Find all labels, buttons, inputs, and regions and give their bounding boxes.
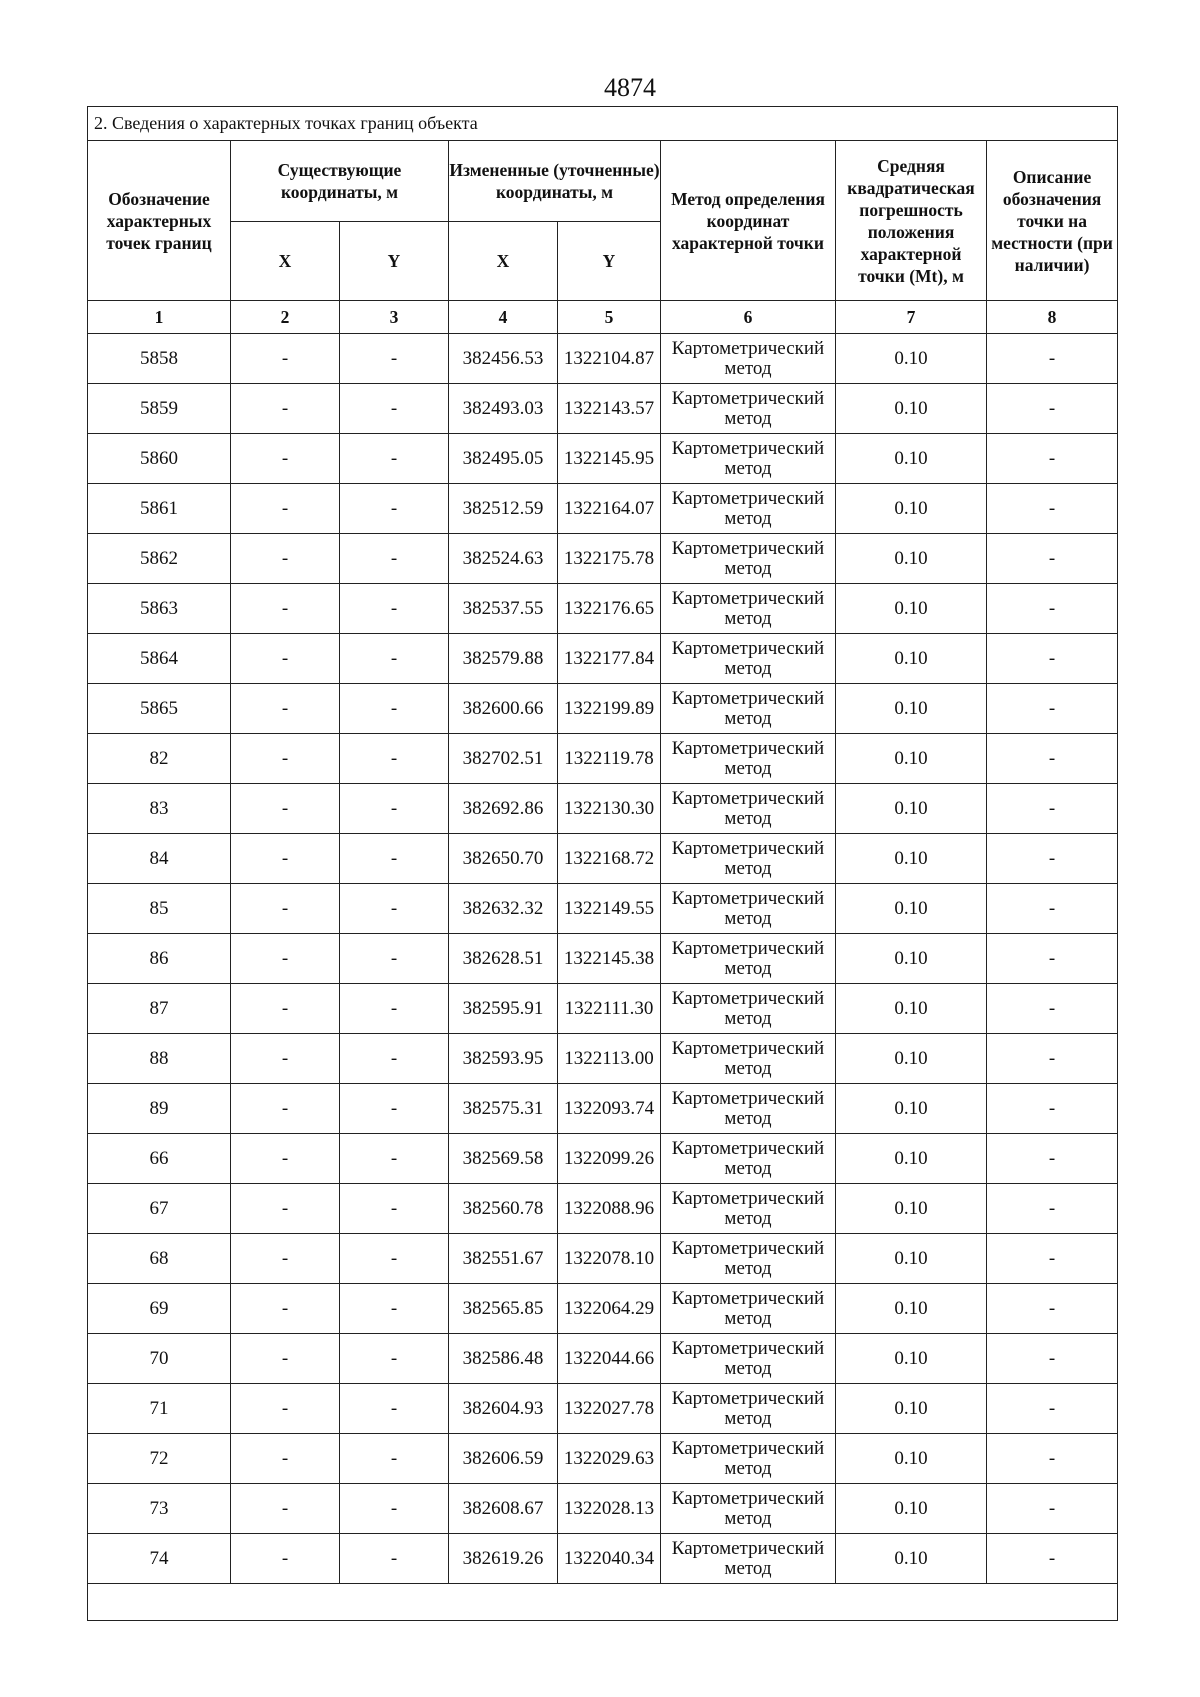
table-row (88, 534, 1118, 584)
mt-cell: 0.10 (836, 684, 987, 734)
description-cell: - (987, 934, 1118, 984)
method-cell: Картометрический метод (661, 1234, 836, 1284)
changed-x-cell: 382551.67 (449, 1234, 558, 1284)
description-cell: - (987, 884, 1118, 934)
mt-cell: 0.10 (836, 1484, 987, 1534)
mt-cell: 0.10 (836, 434, 987, 484)
description-cell: - (987, 1234, 1118, 1284)
existing-y-cell: - (340, 434, 449, 484)
changed-y-cell: 1322088.96 (558, 1184, 661, 1234)
changed-x-cell: 382495.05 (449, 434, 558, 484)
method-cell: Картометрический метод (661, 934, 836, 984)
table-row (88, 1334, 1118, 1384)
point-cell: 70 (88, 1334, 231, 1384)
changed-x-cell: 382593.95 (449, 1034, 558, 1084)
method-cell: Картометрический метод (661, 1284, 836, 1334)
point-cell: 86 (88, 934, 231, 984)
existing-y-cell: - (340, 734, 449, 784)
description-cell: - (987, 1484, 1118, 1534)
existing-y-cell: - (340, 1334, 449, 1384)
mt-cell: 0.10 (836, 734, 987, 784)
changed-y-cell: 1322164.07 (558, 484, 661, 534)
changed-x-cell: 382493.03 (449, 384, 558, 434)
column-number: 8 (987, 301, 1118, 334)
description-cell: - (987, 584, 1118, 634)
changed-x-cell: 382650.70 (449, 834, 558, 884)
existing-x-cell: - (231, 484, 340, 534)
point-cell: 5865 (88, 684, 231, 734)
existing-x-cell: - (231, 784, 340, 834)
changed-y-cell: 1322177.84 (558, 634, 661, 684)
table-row (88, 934, 1118, 984)
changed-x-cell: 382619.26 (449, 1534, 558, 1584)
existing-y-cell: - (340, 784, 449, 834)
point-cell: 84 (88, 834, 231, 884)
existing-y-cell: - (340, 634, 449, 684)
point-cell: 5864 (88, 634, 231, 684)
header-point-designation: Обозначение характерных точек границ (88, 141, 231, 301)
existing-x-cell: - (231, 834, 340, 884)
table-row (88, 584, 1118, 634)
point-cell: 5861 (88, 484, 231, 534)
point-cell: 73 (88, 1484, 231, 1534)
changed-x-cell: 382632.32 (449, 884, 558, 934)
boundary-points-table (87, 106, 1118, 1621)
table-row (88, 984, 1118, 1034)
changed-x-cell: 382628.51 (449, 934, 558, 984)
mt-cell: 0.10 (836, 634, 987, 684)
description-cell: - (987, 484, 1118, 534)
point-cell: 5858 (88, 334, 231, 384)
point-cell: 68 (88, 1234, 231, 1284)
description-cell: - (987, 1284, 1118, 1334)
header-changed-y: Y (558, 222, 661, 301)
mt-cell: 0.10 (836, 584, 987, 634)
table-row (88, 1384, 1118, 1434)
mt-cell: 0.10 (836, 834, 987, 884)
existing-x-cell: - (231, 534, 340, 584)
existing-x-cell: - (231, 1434, 340, 1484)
changed-y-cell: 1322176.65 (558, 584, 661, 634)
method-cell: Картометрический метод (661, 384, 836, 434)
point-cell: 67 (88, 1184, 231, 1234)
method-cell: Картометрический метод (661, 984, 836, 1034)
existing-y-cell: - (340, 1084, 449, 1134)
mt-cell: 0.10 (836, 1134, 987, 1184)
point-cell: 83 (88, 784, 231, 834)
existing-y-cell: - (340, 1434, 449, 1484)
table-row (88, 484, 1118, 534)
column-number: 1 (88, 301, 231, 334)
mt-cell: 0.10 (836, 1334, 987, 1384)
changed-x-cell: 382456.53 (449, 334, 558, 384)
header-method: Метод определения координат характерной точки (661, 141, 836, 301)
point-cell: 88 (88, 1034, 231, 1084)
mt-cell: 0.10 (836, 1234, 987, 1284)
method-cell: Картометрический метод (661, 584, 836, 634)
method-cell: Картометрический метод (661, 634, 836, 684)
point-cell: 66 (88, 1134, 231, 1184)
existing-x-cell: - (231, 334, 340, 384)
section-title: 2. Сведения о характерных точках границ объекта (88, 107, 1118, 141)
changed-y-cell: 1322168.72 (558, 834, 661, 884)
changed-x-cell: 382565.85 (449, 1284, 558, 1334)
changed-y-cell: 1322029.63 (558, 1434, 661, 1484)
table-row (88, 1534, 1118, 1584)
point-cell: 71 (88, 1384, 231, 1434)
mt-cell: 0.10 (836, 984, 987, 1034)
existing-x-cell: - (231, 634, 340, 684)
existing-y-cell: - (340, 1484, 449, 1534)
changed-y-cell: 1322104.87 (558, 334, 661, 384)
table-row (88, 1134, 1118, 1184)
existing-y-cell: - (340, 1034, 449, 1084)
mt-cell: 0.10 (836, 934, 987, 984)
description-cell: - (987, 734, 1118, 784)
point-cell: 5859 (88, 384, 231, 434)
changed-x-cell: 382600.66 (449, 684, 558, 734)
header-existing-y: Y (340, 222, 449, 301)
mt-cell: 0.10 (836, 1534, 987, 1584)
empty-footer-cell (88, 1584, 1118, 1621)
description-cell: - (987, 1434, 1118, 1484)
changed-y-cell: 1322143.57 (558, 384, 661, 434)
method-cell: Картометрический метод (661, 1434, 836, 1484)
changed-y-cell: 1322078.10 (558, 1234, 661, 1284)
changed-y-cell: 1322119.78 (558, 734, 661, 784)
existing-x-cell: - (231, 1284, 340, 1334)
changed-y-cell: 1322028.13 (558, 1484, 661, 1534)
changed-x-cell: 382569.58 (449, 1134, 558, 1184)
point-cell: 72 (88, 1434, 231, 1484)
mt-cell: 0.10 (836, 334, 987, 384)
mt-cell: 0.10 (836, 1284, 987, 1334)
existing-x-cell: - (231, 1134, 340, 1184)
column-number: 7 (836, 301, 987, 334)
header-existing-coordinates: Существующие координаты, м (231, 141, 449, 222)
changed-y-cell: 1322111.30 (558, 984, 661, 1034)
table-row (88, 684, 1118, 734)
existing-x-cell: - (231, 1034, 340, 1084)
method-cell: Картометрический метод (661, 834, 836, 884)
changed-x-cell: 382608.67 (449, 1484, 558, 1534)
mt-cell: 0.10 (836, 1434, 987, 1484)
changed-x-cell: 382702.51 (449, 734, 558, 784)
column-number: 3 (340, 301, 449, 334)
mt-cell: 0.10 (836, 1184, 987, 1234)
changed-y-cell: 1322145.38 (558, 934, 661, 984)
header-description: Описание обозначения точки на местности (при наличии) (987, 141, 1118, 301)
table-row (88, 1284, 1118, 1334)
method-cell: Картометрический метод (661, 334, 836, 384)
existing-x-cell: - (231, 1484, 340, 1534)
changed-x-cell: 382560.78 (449, 1184, 558, 1234)
method-cell: Картометрический метод (661, 1484, 836, 1534)
description-cell: - (987, 334, 1118, 384)
existing-y-cell: - (340, 534, 449, 584)
changed-x-cell: 382537.55 (449, 584, 558, 634)
existing-x-cell: - (231, 1534, 340, 1584)
changed-x-cell: 382579.88 (449, 634, 558, 684)
method-cell: Картометрический метод (661, 1184, 836, 1234)
header-changed-x: X (449, 222, 558, 301)
changed-y-cell: 1322027.78 (558, 1384, 661, 1434)
mt-cell: 0.10 (836, 1084, 987, 1134)
existing-y-cell: - (340, 1284, 449, 1334)
method-cell: Картометрический метод (661, 884, 836, 934)
table-row (88, 1034, 1118, 1084)
table-row (88, 334, 1118, 384)
existing-y-cell: - (340, 1234, 449, 1284)
method-cell: Картометрический метод (661, 784, 836, 834)
column-number: 2 (231, 301, 340, 334)
table-row (88, 1434, 1118, 1484)
description-cell: - (987, 1334, 1118, 1384)
point-cell: 82 (88, 734, 231, 784)
changed-y-cell: 1322199.89 (558, 684, 661, 734)
existing-y-cell: - (340, 484, 449, 534)
point-cell: 5863 (88, 584, 231, 634)
method-cell: Картометрический метод (661, 1534, 836, 1584)
method-cell: Картометрический метод (661, 684, 836, 734)
table-row (88, 784, 1118, 834)
description-cell: - (987, 1084, 1118, 1134)
existing-y-cell: - (340, 1384, 449, 1434)
table-body (88, 334, 1118, 1584)
header-existing-x: X (231, 222, 340, 301)
changed-y-cell: 1322130.30 (558, 784, 661, 834)
mt-cell: 0.10 (836, 1384, 987, 1434)
header-changed-coordinates: Измененные (уточненные) координаты, м (449, 141, 661, 222)
mt-cell: 0.10 (836, 534, 987, 584)
existing-x-cell: - (231, 1184, 340, 1234)
changed-y-cell: 1322093.74 (558, 1084, 661, 1134)
existing-y-cell: - (340, 1534, 449, 1584)
existing-y-cell: - (340, 834, 449, 884)
existing-y-cell: - (340, 584, 449, 634)
point-cell: 89 (88, 1084, 231, 1134)
changed-x-cell: 382586.48 (449, 1334, 558, 1384)
mt-cell: 0.10 (836, 384, 987, 434)
existing-x-cell: - (231, 1234, 340, 1284)
existing-x-cell: - (231, 1084, 340, 1134)
description-cell: - (987, 534, 1118, 584)
method-cell: Картометрический метод (661, 434, 836, 484)
existing-y-cell: - (340, 684, 449, 734)
method-cell: Картометрический метод (661, 1384, 836, 1434)
method-cell: Картометрический метод (661, 1034, 836, 1084)
changed-y-cell: 1322175.78 (558, 534, 661, 584)
changed-y-cell: 1322064.29 (558, 1284, 661, 1334)
point-cell: 69 (88, 1284, 231, 1334)
method-cell: Картометрический метод (661, 1134, 836, 1184)
header-mean-square-error: Средняя квадратическая погрешность положения характерной точки (Mt), м (836, 141, 987, 301)
method-cell: Картометрический метод (661, 484, 836, 534)
existing-x-cell: - (231, 984, 340, 1034)
changed-x-cell: 382604.93 (449, 1384, 558, 1434)
description-cell: - (987, 834, 1118, 884)
description-cell: - (987, 384, 1118, 434)
existing-y-cell: - (340, 334, 449, 384)
mt-cell: 0.10 (836, 484, 987, 534)
description-cell: - (987, 1134, 1118, 1184)
description-cell: - (987, 984, 1118, 1034)
existing-y-cell: - (340, 1184, 449, 1234)
changed-y-cell: 1322044.66 (558, 1334, 661, 1384)
changed-x-cell: 382524.63 (449, 534, 558, 584)
description-cell: - (987, 434, 1118, 484)
description-cell: - (987, 634, 1118, 684)
description-cell: - (987, 784, 1118, 834)
point-cell: 5862 (88, 534, 231, 584)
changed-x-cell: 382606.59 (449, 1434, 558, 1484)
existing-y-cell: - (340, 1134, 449, 1184)
existing-y-cell: - (340, 384, 449, 434)
point-cell: 87 (88, 984, 231, 1034)
changed-x-cell: 382575.31 (449, 1084, 558, 1134)
table-footer-row (88, 1584, 1118, 1621)
point-cell: 74 (88, 1534, 231, 1584)
point-cell: 85 (88, 884, 231, 934)
mt-cell: 0.10 (836, 784, 987, 834)
description-cell: - (987, 1034, 1118, 1084)
existing-x-cell: - (231, 734, 340, 784)
changed-x-cell: 382692.86 (449, 784, 558, 834)
table-row (88, 1484, 1118, 1534)
changed-x-cell: 382512.59 (449, 484, 558, 534)
table-row (88, 634, 1118, 684)
mt-cell: 0.10 (836, 1034, 987, 1084)
changed-x-cell: 382595.91 (449, 984, 558, 1034)
description-cell: - (987, 1184, 1118, 1234)
point-cell: 5860 (88, 434, 231, 484)
changed-y-cell: 1322113.00 (558, 1034, 661, 1084)
column-number: 4 (449, 301, 558, 334)
method-cell: Картометрический метод (661, 1334, 836, 1384)
existing-y-cell: - (340, 884, 449, 934)
existing-x-cell: - (231, 384, 340, 434)
existing-x-cell: - (231, 584, 340, 634)
table-row (88, 384, 1118, 434)
existing-y-cell: - (340, 934, 449, 984)
method-cell: Картометрический метод (661, 1084, 836, 1134)
method-cell: Картометрический метод (661, 534, 836, 584)
page-number: 4874 (604, 73, 656, 102)
changed-y-cell: 1322145.95 (558, 434, 661, 484)
method-cell: Картометрический метод (661, 734, 836, 784)
table-row (88, 1234, 1118, 1284)
existing-x-cell: - (231, 684, 340, 734)
existing-x-cell: - (231, 934, 340, 984)
column-number: 6 (661, 301, 836, 334)
existing-x-cell: - (231, 1384, 340, 1434)
existing-y-cell: - (340, 984, 449, 1034)
changed-y-cell: 1322149.55 (558, 884, 661, 934)
existing-x-cell: - (231, 1334, 340, 1384)
column-number: 5 (558, 301, 661, 334)
table-row (88, 434, 1118, 484)
changed-y-cell: 1322040.34 (558, 1534, 661, 1584)
description-cell: - (987, 1384, 1118, 1434)
changed-y-cell: 1322099.26 (558, 1134, 661, 1184)
mt-cell: 0.10 (836, 884, 987, 934)
table-row (88, 734, 1118, 784)
table-row (88, 1184, 1118, 1234)
description-cell: - (987, 1534, 1118, 1584)
table-row (88, 884, 1118, 934)
existing-x-cell: - (231, 884, 340, 934)
table-row (88, 834, 1118, 884)
existing-x-cell: - (231, 434, 340, 484)
description-cell: - (987, 684, 1118, 734)
table-row (88, 1084, 1118, 1134)
